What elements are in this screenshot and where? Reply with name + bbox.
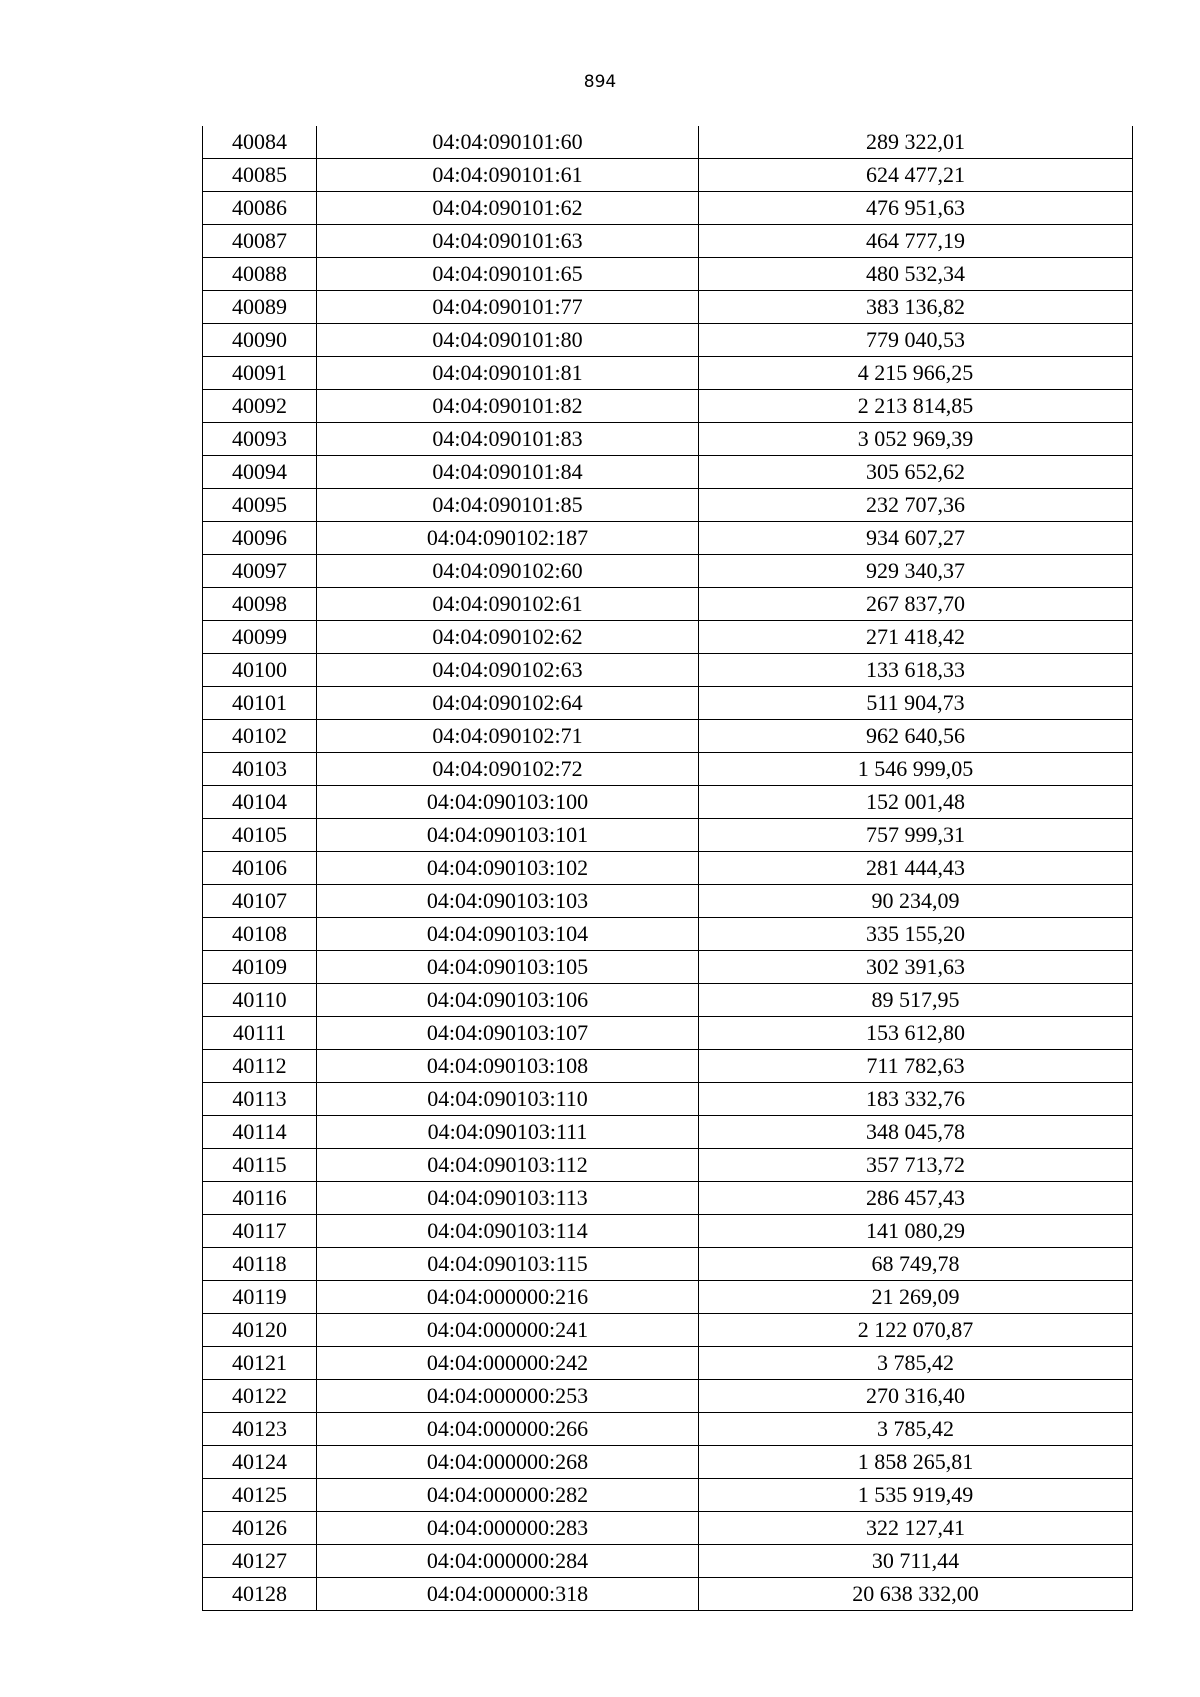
row-number-cell: 40095 bbox=[203, 489, 317, 522]
table-row bbox=[203, 489, 1133, 522]
cadastral-number-cell: 04:04:000000:216 bbox=[317, 1281, 699, 1314]
cadastral-number-cell: 04:04:090101:77 bbox=[317, 291, 699, 324]
table-row bbox=[203, 522, 1133, 555]
table-row bbox=[203, 1182, 1133, 1215]
table-row bbox=[203, 1413, 1133, 1446]
table-row bbox=[203, 1545, 1133, 1578]
cadastral-value-cell: 624 477,21 bbox=[699, 159, 1133, 192]
cadastral-number-cell: 04:04:090103:100 bbox=[317, 786, 699, 819]
cadastral-value-cell: 779 040,53 bbox=[699, 324, 1133, 357]
cadastral-value-cell: 89 517,95 bbox=[699, 984, 1133, 1017]
cadastral-value-cell: 2 122 070,87 bbox=[699, 1314, 1133, 1347]
table-row bbox=[203, 126, 1133, 159]
row-number-cell: 40090 bbox=[203, 324, 317, 357]
cadastral-value-cell: 3 785,42 bbox=[699, 1347, 1133, 1380]
cadastral-number-cell: 04:04:090102:62 bbox=[317, 621, 699, 654]
cadastral-number-cell: 04:04:090101:61 bbox=[317, 159, 699, 192]
row-number-cell: 40085 bbox=[203, 159, 317, 192]
row-number-cell: 40094 bbox=[203, 456, 317, 489]
table-row bbox=[203, 291, 1133, 324]
table-row bbox=[203, 984, 1133, 1017]
row-number-cell: 40116 bbox=[203, 1182, 317, 1215]
table-row bbox=[203, 159, 1133, 192]
row-number-cell: 40119 bbox=[203, 1281, 317, 1314]
table-row bbox=[203, 1380, 1133, 1413]
cadastral-number-cell: 04:04:000000:283 bbox=[317, 1512, 699, 1545]
row-number-cell: 40105 bbox=[203, 819, 317, 852]
table-row bbox=[203, 192, 1133, 225]
row-number-cell: 40091 bbox=[203, 357, 317, 390]
row-number-cell: 40103 bbox=[203, 753, 317, 786]
table-row bbox=[203, 390, 1133, 423]
cadastral-value-cell: 322 127,41 bbox=[699, 1512, 1133, 1545]
row-number-cell: 40101 bbox=[203, 687, 317, 720]
table-row bbox=[203, 324, 1133, 357]
cadastral-value-cell: 141 080,29 bbox=[699, 1215, 1133, 1248]
row-number-cell: 40093 bbox=[203, 423, 317, 456]
cadastral-number-cell: 04:04:090101:60 bbox=[317, 126, 699, 159]
row-number-cell: 40087 bbox=[203, 225, 317, 258]
cadastral-value-cell: 270 316,40 bbox=[699, 1380, 1133, 1413]
cadastral-number-cell: 04:04:090101:65 bbox=[317, 258, 699, 291]
row-number-cell: 40106 bbox=[203, 852, 317, 885]
cadastral-value-cell: 1 546 999,05 bbox=[699, 753, 1133, 786]
cadastral-number-cell: 04:04:090103:101 bbox=[317, 819, 699, 852]
row-number-cell: 40102 bbox=[203, 720, 317, 753]
row-number-cell: 40118 bbox=[203, 1248, 317, 1281]
cadastral-value-cell: 2 213 814,85 bbox=[699, 390, 1133, 423]
cadastral-number-cell: 04:04:090103:107 bbox=[317, 1017, 699, 1050]
cadastral-number-cell: 04:04:090103:111 bbox=[317, 1116, 699, 1149]
table-row bbox=[203, 753, 1133, 786]
table-row bbox=[203, 258, 1133, 291]
table-row bbox=[203, 951, 1133, 984]
cadastral-value-cell: 271 418,42 bbox=[699, 621, 1133, 654]
cadastral-number-cell: 04:04:090103:114 bbox=[317, 1215, 699, 1248]
cadastral-number-cell: 04:04:090103:104 bbox=[317, 918, 699, 951]
table-row bbox=[203, 1281, 1133, 1314]
cadastral-value-cell: 1 858 265,81 bbox=[699, 1446, 1133, 1479]
table-body bbox=[203, 126, 1133, 1611]
cadastral-number-cell: 04:04:090101:63 bbox=[317, 225, 699, 258]
row-number-cell: 40084 bbox=[203, 126, 317, 159]
cadastral-value-cell: 348 045,78 bbox=[699, 1116, 1133, 1149]
cadastral-number-cell: 04:04:090103:105 bbox=[317, 951, 699, 984]
cadastral-number-cell: 04:04:090103:113 bbox=[317, 1182, 699, 1215]
cadastral-number-cell: 04:04:000000:268 bbox=[317, 1446, 699, 1479]
cadastral-number-cell: 04:04:090101:83 bbox=[317, 423, 699, 456]
cadastral-value-cell: 302 391,63 bbox=[699, 951, 1133, 984]
row-number-cell: 40115 bbox=[203, 1149, 317, 1182]
cadastral-value-cell: 4 215 966,25 bbox=[699, 357, 1133, 390]
cadastral-number-cell: 04:04:000000:282 bbox=[317, 1479, 699, 1512]
table-row bbox=[203, 1347, 1133, 1380]
row-number-cell: 40112 bbox=[203, 1050, 317, 1083]
table-row bbox=[203, 1149, 1133, 1182]
cadastral-number-cell: 04:04:090102:61 bbox=[317, 588, 699, 621]
cadastral-value-cell: 383 136,82 bbox=[699, 291, 1133, 324]
row-number-cell: 40110 bbox=[203, 984, 317, 1017]
row-number-cell: 40125 bbox=[203, 1479, 317, 1512]
table-row bbox=[203, 225, 1133, 258]
row-number-cell: 40117 bbox=[203, 1215, 317, 1248]
cadastral-value-cell: 476 951,63 bbox=[699, 192, 1133, 225]
table-row bbox=[203, 555, 1133, 588]
table-row bbox=[203, 786, 1133, 819]
table-row bbox=[203, 1314, 1133, 1347]
table-row bbox=[203, 1248, 1133, 1281]
table-row bbox=[203, 456, 1133, 489]
row-number-cell: 40120 bbox=[203, 1314, 317, 1347]
cadastral-value-cell: 286 457,43 bbox=[699, 1182, 1133, 1215]
table-row bbox=[203, 1512, 1133, 1545]
row-number-cell: 40111 bbox=[203, 1017, 317, 1050]
row-number-cell: 40088 bbox=[203, 258, 317, 291]
row-number-cell: 40109 bbox=[203, 951, 317, 984]
cadastral-value-cell: 289 322,01 bbox=[699, 126, 1133, 159]
table-row bbox=[203, 720, 1133, 753]
cadastral-number-cell: 04:04:000000:266 bbox=[317, 1413, 699, 1446]
table-row bbox=[203, 1479, 1133, 1512]
cadastral-number-cell: 04:04:090103:108 bbox=[317, 1050, 699, 1083]
cadastral-number-cell: 04:04:090103:112 bbox=[317, 1149, 699, 1182]
table-row bbox=[203, 1017, 1133, 1050]
row-number-cell: 40128 bbox=[203, 1578, 317, 1611]
cadastral-number-cell: 04:04:090102:71 bbox=[317, 720, 699, 753]
cadastral-number-cell: 04:04:000000:241 bbox=[317, 1314, 699, 1347]
cadastral-value-cell: 335 155,20 bbox=[699, 918, 1133, 951]
cadastral-number-cell: 04:04:090103:106 bbox=[317, 984, 699, 1017]
cadastral-value-cell: 757 999,31 bbox=[699, 819, 1133, 852]
cadastral-number-cell: 04:04:000000:242 bbox=[317, 1347, 699, 1380]
cadastral-value-cell: 21 269,09 bbox=[699, 1281, 1133, 1314]
cadastral-value-cell: 232 707,36 bbox=[699, 489, 1133, 522]
cadastral-value-cell: 152 001,48 bbox=[699, 786, 1133, 819]
cadastral-number-cell: 04:04:090102:60 bbox=[317, 555, 699, 588]
table-row bbox=[203, 654, 1133, 687]
cadastral-number-cell: 04:04:090102:72 bbox=[317, 753, 699, 786]
cadastral-value-table bbox=[202, 126, 1133, 1611]
row-number-cell: 40104 bbox=[203, 786, 317, 819]
cadastral-value-cell: 20 638 332,00 bbox=[699, 1578, 1133, 1611]
row-number-cell: 40100 bbox=[203, 654, 317, 687]
row-number-cell: 40097 bbox=[203, 555, 317, 588]
cadastral-number-cell: 04:04:090101:82 bbox=[317, 390, 699, 423]
cadastral-value-cell: 962 640,56 bbox=[699, 720, 1133, 753]
cadastral-value-cell: 267 837,70 bbox=[699, 588, 1133, 621]
row-number-cell: 40126 bbox=[203, 1512, 317, 1545]
table-row bbox=[203, 918, 1133, 951]
table-row bbox=[203, 1116, 1133, 1149]
cadastral-number-cell: 04:04:090101:81 bbox=[317, 357, 699, 390]
table-row bbox=[203, 819, 1133, 852]
row-number-cell: 40124 bbox=[203, 1446, 317, 1479]
cadastral-number-cell: 04:04:090101:62 bbox=[317, 192, 699, 225]
cadastral-number-cell: 04:04:090101:80 bbox=[317, 324, 699, 357]
cadastral-number-cell: 04:04:090103:115 bbox=[317, 1248, 699, 1281]
cadastral-number-cell: 04:04:090103:110 bbox=[317, 1083, 699, 1116]
cadastral-number-cell: 04:04:000000:253 bbox=[317, 1380, 699, 1413]
cadastral-number-cell: 04:04:090101:85 bbox=[317, 489, 699, 522]
cadastral-value-cell: 30 711,44 bbox=[699, 1545, 1133, 1578]
cadastral-number-cell: 04:04:090101:84 bbox=[317, 456, 699, 489]
cadastral-value-cell: 357 713,72 bbox=[699, 1149, 1133, 1182]
cadastral-number-cell: 04:04:000000:284 bbox=[317, 1545, 699, 1578]
row-number-cell: 40108 bbox=[203, 918, 317, 951]
table-row bbox=[203, 588, 1133, 621]
row-number-cell: 40096 bbox=[203, 522, 317, 555]
cadastral-value-cell: 281 444,43 bbox=[699, 852, 1133, 885]
row-number-cell: 40089 bbox=[203, 291, 317, 324]
row-number-cell: 40122 bbox=[203, 1380, 317, 1413]
row-number-cell: 40121 bbox=[203, 1347, 317, 1380]
cadastral-value-cell: 464 777,19 bbox=[699, 225, 1133, 258]
table-row bbox=[203, 423, 1133, 456]
table-row bbox=[203, 852, 1133, 885]
row-number-cell: 40113 bbox=[203, 1083, 317, 1116]
cadastral-value-cell: 711 782,63 bbox=[699, 1050, 1133, 1083]
row-number-cell: 40086 bbox=[203, 192, 317, 225]
cadastral-number-cell: 04:04:000000:318 bbox=[317, 1578, 699, 1611]
cadastral-value-cell: 480 532,34 bbox=[699, 258, 1133, 291]
cadastral-value-cell: 3 052 969,39 bbox=[699, 423, 1133, 456]
cadastral-value-cell: 3 785,42 bbox=[699, 1413, 1133, 1446]
table-row bbox=[203, 1215, 1133, 1248]
cadastral-number-cell: 04:04:090103:103 bbox=[317, 885, 699, 918]
table-row bbox=[203, 357, 1133, 390]
table-row bbox=[203, 687, 1133, 720]
table-row bbox=[203, 1083, 1133, 1116]
cadastral-value-cell: 929 340,37 bbox=[699, 555, 1133, 588]
table-row bbox=[203, 1578, 1133, 1611]
cadastral-value-cell: 90 234,09 bbox=[699, 885, 1133, 918]
row-number-cell: 40127 bbox=[203, 1545, 317, 1578]
table-row bbox=[203, 621, 1133, 654]
row-number-cell: 40107 bbox=[203, 885, 317, 918]
row-number-cell: 40098 bbox=[203, 588, 317, 621]
cadastral-value-cell: 68 749,78 bbox=[699, 1248, 1133, 1281]
cadastral-value-cell: 934 607,27 bbox=[699, 522, 1133, 555]
cadastral-value-cell: 183 332,76 bbox=[699, 1083, 1133, 1116]
cadastral-number-cell: 04:04:090102:63 bbox=[317, 654, 699, 687]
table-row bbox=[203, 1050, 1133, 1083]
cadastral-value-cell: 305 652,62 bbox=[699, 456, 1133, 489]
cadastral-number-cell: 04:04:090103:102 bbox=[317, 852, 699, 885]
cadastral-value-cell: 133 618,33 bbox=[699, 654, 1133, 687]
cadastral-number-cell: 04:04:090102:187 bbox=[317, 522, 699, 555]
row-number-cell: 40123 bbox=[203, 1413, 317, 1446]
table-row bbox=[203, 885, 1133, 918]
row-number-cell: 40114 bbox=[203, 1116, 317, 1149]
table-row bbox=[203, 1446, 1133, 1479]
row-number-cell: 40099 bbox=[203, 621, 317, 654]
cadastral-value-cell: 153 612,80 bbox=[699, 1017, 1133, 1050]
page-number: 894 bbox=[583, 72, 617, 92]
row-number-cell: 40092 bbox=[203, 390, 317, 423]
cadastral-value-cell: 511 904,73 bbox=[699, 687, 1133, 720]
cadastral-value-cell: 1 535 919,49 bbox=[699, 1479, 1133, 1512]
cadastral-number-cell: 04:04:090102:64 bbox=[317, 687, 699, 720]
